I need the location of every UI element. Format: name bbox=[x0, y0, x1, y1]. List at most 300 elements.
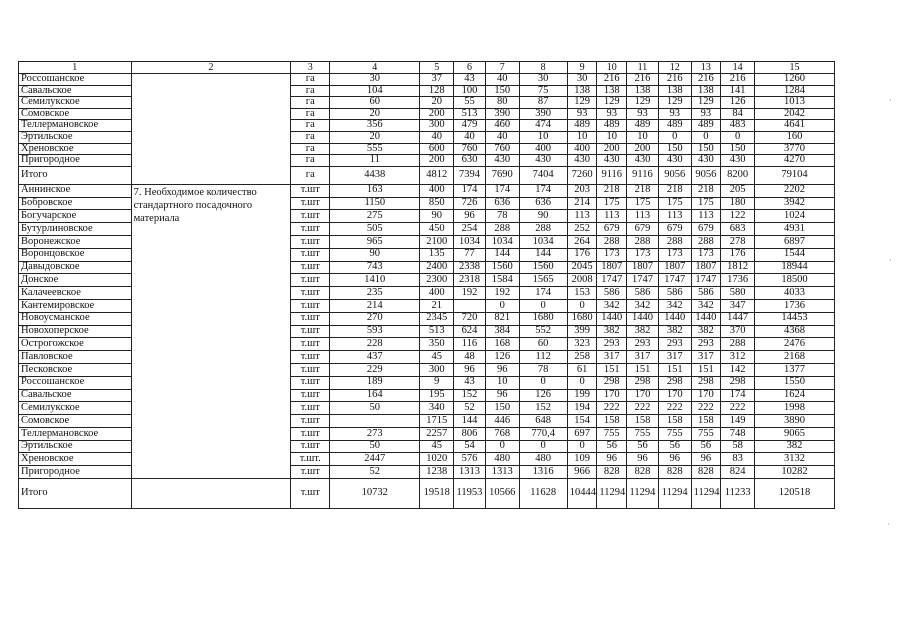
value-cell: 45 bbox=[420, 440, 454, 453]
value-cell: 158 bbox=[691, 415, 721, 428]
value-cell: 760 bbox=[485, 143, 519, 155]
value-cell: 293 bbox=[627, 338, 659, 351]
header-cell: 14 bbox=[721, 62, 755, 74]
value-cell: 200 bbox=[597, 143, 627, 155]
value-cell: 513 bbox=[420, 325, 454, 338]
value-cell: 222 bbox=[627, 402, 659, 415]
value-cell: 170 bbox=[597, 389, 627, 402]
value-cell: 2008 bbox=[567, 274, 597, 287]
value-cell: 96 bbox=[627, 453, 659, 466]
value-cell: 1624 bbox=[755, 389, 835, 402]
value-cell: 56 bbox=[627, 440, 659, 453]
value-cell: 20 bbox=[330, 131, 420, 143]
value-cell: 1560 bbox=[485, 261, 519, 274]
value-cell: 93 bbox=[597, 108, 627, 120]
value-cell: 9065 bbox=[755, 427, 835, 440]
value-cell bbox=[330, 415, 420, 428]
unit-cell: га bbox=[291, 155, 330, 167]
value-cell: 173 bbox=[627, 248, 659, 261]
value-cell: 18944 bbox=[755, 261, 835, 274]
unit-cell: га bbox=[291, 120, 330, 132]
value-cell: 483 bbox=[721, 120, 755, 132]
value-cell: 254 bbox=[454, 223, 486, 236]
value-cell: 1313 bbox=[485, 466, 519, 479]
value-cell: 174 bbox=[519, 184, 567, 197]
value-cell: 216 bbox=[658, 74, 691, 86]
value-cell: 43 bbox=[454, 376, 486, 389]
value-cell: 152 bbox=[519, 402, 567, 415]
value-cell: 624 bbox=[454, 325, 486, 338]
unit-cell: т.шт bbox=[291, 338, 330, 351]
value-cell: 113 bbox=[597, 210, 627, 223]
value-cell: 430 bbox=[567, 155, 597, 167]
value-cell: 697 bbox=[567, 427, 597, 440]
value-cell: 56 bbox=[691, 440, 721, 453]
value-cell: 7690 bbox=[485, 166, 519, 184]
value-cell: 2045 bbox=[567, 261, 597, 274]
region-name: Савальское bbox=[19, 389, 132, 402]
value-cell: 1284 bbox=[755, 85, 835, 97]
value-cell: 288 bbox=[627, 235, 659, 248]
value-cell: 37 bbox=[420, 74, 454, 86]
value-cell: 356 bbox=[330, 120, 420, 132]
value-cell: 298 bbox=[721, 376, 755, 389]
region-name: Новоусманское bbox=[19, 312, 132, 325]
value-cell: 174 bbox=[454, 184, 486, 197]
unit-cell: т.шт bbox=[291, 479, 330, 509]
value-cell: 430 bbox=[658, 155, 691, 167]
header-cell: 8 bbox=[519, 62, 567, 74]
value-cell: 58 bbox=[721, 440, 755, 453]
value-cell: 21 bbox=[420, 299, 454, 312]
value-cell: 173 bbox=[597, 248, 627, 261]
header-cell: 12 bbox=[658, 62, 691, 74]
unit-cell: т.шт bbox=[291, 210, 330, 223]
region-name: Теллермановское bbox=[19, 427, 132, 440]
unit-cell: га bbox=[291, 85, 330, 97]
value-cell: 965 bbox=[330, 235, 420, 248]
value-cell: 11953 bbox=[454, 479, 486, 509]
value-cell: 112 bbox=[519, 351, 567, 364]
value-cell: 2168 bbox=[755, 351, 835, 364]
total-row bbox=[19, 479, 835, 509]
value-cell: 216 bbox=[597, 74, 627, 86]
value-cell: 1680 bbox=[519, 312, 567, 325]
value-cell: 113 bbox=[567, 210, 597, 223]
value-cell: 10282 bbox=[755, 466, 835, 479]
value-cell: 400 bbox=[420, 287, 454, 300]
value-cell: 164 bbox=[330, 389, 420, 402]
region-name: Пригородное bbox=[19, 155, 132, 167]
value-cell: 1313 bbox=[454, 466, 486, 479]
value-cell: 1013 bbox=[755, 97, 835, 109]
value-cell: 113 bbox=[627, 210, 659, 223]
value-cell: 340 bbox=[420, 402, 454, 415]
value-cell: 312 bbox=[721, 351, 755, 364]
value-cell: 7394 bbox=[454, 166, 486, 184]
region-name: Эртильское bbox=[19, 131, 132, 143]
value-cell: 679 bbox=[627, 223, 659, 236]
value-cell: 30 bbox=[519, 74, 567, 86]
value-cell: 2447 bbox=[330, 453, 420, 466]
value-cell: 135 bbox=[420, 248, 454, 261]
value-cell: 175 bbox=[627, 197, 659, 210]
value-cell: 195 bbox=[420, 389, 454, 402]
value-cell: 129 bbox=[691, 97, 721, 109]
value-cell: 180 bbox=[721, 197, 755, 210]
value-cell: 317 bbox=[597, 351, 627, 364]
value-cell: 1316 bbox=[519, 466, 567, 479]
value-cell: 83 bbox=[721, 453, 755, 466]
value-cell: 160 bbox=[755, 131, 835, 143]
value-cell: 288 bbox=[691, 235, 721, 248]
header-cell: 4 bbox=[330, 62, 420, 74]
region-name: Донское bbox=[19, 274, 132, 287]
value-cell: 30 bbox=[567, 74, 597, 86]
value-cell: 479 bbox=[454, 120, 486, 132]
value-cell: 1736 bbox=[721, 274, 755, 287]
value-cell: 61 bbox=[567, 363, 597, 376]
value-cell: 100 bbox=[454, 85, 486, 97]
value-cell: 1807 bbox=[691, 261, 721, 274]
value-cell: 270 bbox=[330, 312, 420, 325]
value-cell: 54 bbox=[454, 440, 486, 453]
value-cell: 11294 bbox=[597, 479, 627, 509]
value-cell: 218 bbox=[658, 184, 691, 197]
value-cell: 9 bbox=[420, 376, 454, 389]
value-cell: 586 bbox=[627, 287, 659, 300]
value-cell: 1410 bbox=[330, 274, 420, 287]
value-cell: 0 bbox=[721, 131, 755, 143]
value-cell: 1565 bbox=[519, 274, 567, 287]
value-cell: 382 bbox=[597, 325, 627, 338]
value-cell: 11233 bbox=[721, 479, 755, 509]
value-cell: 78 bbox=[519, 363, 567, 376]
value-cell: 342 bbox=[691, 299, 721, 312]
value-cell: 189 bbox=[330, 376, 420, 389]
region-name: Песковское bbox=[19, 363, 132, 376]
value-cell: 755 bbox=[597, 427, 627, 440]
region-name: Эртильское bbox=[19, 440, 132, 453]
value-cell: 460 bbox=[485, 120, 519, 132]
header-cell: 7 bbox=[485, 62, 519, 74]
region-name: Итого bbox=[19, 166, 132, 184]
value-cell: 298 bbox=[597, 376, 627, 389]
value-cell: 158 bbox=[627, 415, 659, 428]
unit-cell: т.шт bbox=[291, 197, 330, 210]
value-cell: 18500 bbox=[755, 274, 835, 287]
value-cell: 1747 bbox=[691, 274, 721, 287]
unit-cell: т.шт bbox=[291, 248, 330, 261]
region-name: Воронежское bbox=[19, 235, 132, 248]
unit-cell: т.шт bbox=[291, 402, 330, 415]
unit-cell: т.шт bbox=[291, 415, 330, 428]
value-cell: 122 bbox=[721, 210, 755, 223]
value-cell: 192 bbox=[454, 287, 486, 300]
value-cell: 552 bbox=[519, 325, 567, 338]
value-cell: 288 bbox=[658, 235, 691, 248]
value-cell: 48 bbox=[454, 351, 486, 364]
value-cell: 489 bbox=[627, 120, 659, 132]
value-cell: 430 bbox=[691, 155, 721, 167]
value-cell: 10 bbox=[597, 131, 627, 143]
value-cell: 252 bbox=[567, 223, 597, 236]
value-cell: 400 bbox=[567, 143, 597, 155]
value-cell: 489 bbox=[658, 120, 691, 132]
unit-cell: га bbox=[291, 74, 330, 86]
unit-cell: т.шт bbox=[291, 363, 330, 376]
region-name: Бобровское bbox=[19, 197, 132, 210]
value-cell: 4270 bbox=[755, 155, 835, 167]
unit-cell: га bbox=[291, 108, 330, 120]
value-cell: 0 bbox=[691, 131, 721, 143]
value-cell: 1715 bbox=[420, 415, 454, 428]
value-cell: 174 bbox=[519, 287, 567, 300]
value-cell: 10444 bbox=[567, 479, 597, 509]
value-cell: 1150 bbox=[330, 197, 420, 210]
unit-cell: га bbox=[291, 143, 330, 155]
unit-cell: т.шт bbox=[291, 235, 330, 248]
value-cell: 350 bbox=[420, 338, 454, 351]
value-cell: 90 bbox=[330, 248, 420, 261]
value-cell: 96 bbox=[658, 453, 691, 466]
value-cell: 141 bbox=[721, 85, 755, 97]
value-cell: 382 bbox=[755, 440, 835, 453]
value-cell: 720 bbox=[454, 312, 486, 325]
value-cell: 126 bbox=[721, 97, 755, 109]
margin-dot: · bbox=[889, 96, 892, 106]
value-cell: 317 bbox=[627, 351, 659, 364]
value-cell: 430 bbox=[627, 155, 659, 167]
value-cell: 3942 bbox=[755, 197, 835, 210]
value-cell: 390 bbox=[485, 108, 519, 120]
unit-cell: га bbox=[291, 166, 330, 184]
value-cell: 636 bbox=[485, 197, 519, 210]
header-cell: 13 bbox=[691, 62, 721, 74]
value-cell: 235 bbox=[330, 287, 420, 300]
value-cell: 144 bbox=[454, 415, 486, 428]
value-cell: 1747 bbox=[627, 274, 659, 287]
value-cell: 90 bbox=[519, 210, 567, 223]
unit-cell: т.шт bbox=[291, 184, 330, 197]
value-cell: 104 bbox=[330, 85, 420, 97]
region-name: Аннинское bbox=[19, 184, 132, 197]
value-cell: 113 bbox=[658, 210, 691, 223]
value-cell: 113 bbox=[691, 210, 721, 223]
value-cell: 298 bbox=[691, 376, 721, 389]
value-cell: 168 bbox=[485, 338, 519, 351]
value-cell: 9056 bbox=[691, 166, 721, 184]
value-cell: 679 bbox=[597, 223, 627, 236]
value-cell: 275 bbox=[330, 210, 420, 223]
region-name: Савальское bbox=[19, 85, 132, 97]
value-cell: 850 bbox=[420, 197, 454, 210]
value-cell: 120518 bbox=[755, 479, 835, 509]
value-cell: 1440 bbox=[597, 312, 627, 325]
value-cell: 128 bbox=[420, 85, 454, 97]
value-cell: 828 bbox=[658, 466, 691, 479]
value-cell: 1440 bbox=[691, 312, 721, 325]
value-cell: 93 bbox=[691, 108, 721, 120]
value-cell: 150 bbox=[658, 143, 691, 155]
unit-cell: т.шт bbox=[291, 466, 330, 479]
value-cell: 1447 bbox=[721, 312, 755, 325]
value-cell: 218 bbox=[597, 184, 627, 197]
region-name: Хреновское bbox=[19, 143, 132, 155]
value-cell: 151 bbox=[658, 363, 691, 376]
value-cell: 60 bbox=[330, 97, 420, 109]
region-name: Россошанское bbox=[19, 376, 132, 389]
header-cell: 2 bbox=[131, 62, 291, 74]
region-name: Пригородное bbox=[19, 466, 132, 479]
value-cell: 679 bbox=[658, 223, 691, 236]
value-cell: 1024 bbox=[755, 210, 835, 223]
value-cell: 0 bbox=[519, 376, 567, 389]
value-cell: 390 bbox=[519, 108, 567, 120]
value-cell: 0 bbox=[658, 131, 691, 143]
value-cell: 2400 bbox=[420, 261, 454, 274]
unit-cell: т.шт bbox=[291, 427, 330, 440]
value-cell: 151 bbox=[627, 363, 659, 376]
value-cell: 489 bbox=[691, 120, 721, 132]
value-cell: 298 bbox=[627, 376, 659, 389]
value-cell: 0 bbox=[519, 440, 567, 453]
value-cell: 7260 bbox=[567, 166, 597, 184]
region-name: Семилукское bbox=[19, 97, 132, 109]
value-cell: 382 bbox=[691, 325, 721, 338]
value-cell: 50 bbox=[330, 402, 420, 415]
value-cell: 0 bbox=[485, 440, 519, 453]
unit-cell: т.шт bbox=[291, 274, 330, 287]
value-cell: 683 bbox=[721, 223, 755, 236]
description-cell-empty bbox=[131, 74, 291, 185]
value-cell: 3132 bbox=[755, 453, 835, 466]
value-cell: 144 bbox=[519, 248, 567, 261]
value-cell: 75 bbox=[519, 85, 567, 97]
value-cell: 399 bbox=[567, 325, 597, 338]
value-cell: 370 bbox=[721, 325, 755, 338]
value-cell: 1034 bbox=[519, 235, 567, 248]
value-cell: 11294 bbox=[627, 479, 659, 509]
value-cell: 40 bbox=[485, 131, 519, 143]
value-cell: 96 bbox=[454, 210, 486, 223]
value-cell: 4033 bbox=[755, 287, 835, 300]
value-cell: 4641 bbox=[755, 120, 835, 132]
value-cell: 430 bbox=[597, 155, 627, 167]
value-cell: 203 bbox=[567, 184, 597, 197]
value-cell: 170 bbox=[658, 389, 691, 402]
value-cell: 205 bbox=[721, 184, 755, 197]
value-cell: 293 bbox=[597, 338, 627, 351]
value-cell: 384 bbox=[485, 325, 519, 338]
value-cell: 192 bbox=[485, 287, 519, 300]
value-cell: 150 bbox=[485, 85, 519, 97]
value-cell: 586 bbox=[597, 287, 627, 300]
value-cell: 2318 bbox=[454, 274, 486, 287]
table-row bbox=[19, 184, 835, 197]
value-cell: 273 bbox=[330, 427, 420, 440]
value-cell: 56 bbox=[597, 440, 627, 453]
value-cell: 10566 bbox=[485, 479, 519, 509]
header-cell: 6 bbox=[454, 62, 486, 74]
header-cell: 9 bbox=[567, 62, 597, 74]
value-cell: 96 bbox=[454, 363, 486, 376]
value-cell: 11294 bbox=[691, 479, 721, 509]
value-cell: 93 bbox=[627, 108, 659, 120]
value-cell: 60 bbox=[519, 338, 567, 351]
value-cell: 1377 bbox=[755, 363, 835, 376]
region-name: Бутурлиновское bbox=[19, 223, 132, 236]
value-cell: 149 bbox=[721, 415, 755, 428]
value-cell: 828 bbox=[691, 466, 721, 479]
header-cell: 1 bbox=[19, 62, 132, 74]
value-cell: 84 bbox=[721, 108, 755, 120]
region-name: Кантемировское bbox=[19, 299, 132, 312]
value-cell: 222 bbox=[721, 402, 755, 415]
value-cell: 288 bbox=[721, 338, 755, 351]
value-cell: 1747 bbox=[597, 274, 627, 287]
value-cell: 151 bbox=[597, 363, 627, 376]
value-cell: 748 bbox=[721, 427, 755, 440]
value-cell: 175 bbox=[597, 197, 627, 210]
unit-cell: т.шт bbox=[291, 351, 330, 364]
value-cell: 400 bbox=[420, 184, 454, 197]
value-cell: 1544 bbox=[755, 248, 835, 261]
value-cell: 4931 bbox=[755, 223, 835, 236]
value-cell: 158 bbox=[658, 415, 691, 428]
value-cell: 755 bbox=[658, 427, 691, 440]
value-cell: 200 bbox=[420, 108, 454, 120]
unit-cell: т.шт bbox=[291, 261, 330, 274]
value-cell: 9116 bbox=[597, 166, 627, 184]
value-cell: 9056 bbox=[658, 166, 691, 184]
value-cell: 52 bbox=[330, 466, 420, 479]
value-cell: 30 bbox=[330, 74, 420, 86]
value-cell: 96 bbox=[597, 453, 627, 466]
value-cell: 382 bbox=[627, 325, 659, 338]
region-name: Богучарское bbox=[19, 210, 132, 223]
value-cell: 2338 bbox=[454, 261, 486, 274]
region-name: Итого bbox=[19, 479, 132, 509]
value-cell: 342 bbox=[658, 299, 691, 312]
value-cell: 40 bbox=[454, 131, 486, 143]
region-name: Воронцовское bbox=[19, 248, 132, 261]
value-cell: 50 bbox=[330, 440, 420, 453]
value-cell: 342 bbox=[627, 299, 659, 312]
value-cell: 78 bbox=[485, 210, 519, 223]
value-cell: 154 bbox=[567, 415, 597, 428]
value-cell: 576 bbox=[454, 453, 486, 466]
value-cell: 138 bbox=[627, 85, 659, 97]
value-cell: 222 bbox=[597, 402, 627, 415]
value-cell: 400 bbox=[519, 143, 567, 155]
value-cell: 1736 bbox=[755, 299, 835, 312]
value-cell: 96 bbox=[485, 389, 519, 402]
value-cell: 2300 bbox=[420, 274, 454, 287]
value-cell: 300 bbox=[420, 363, 454, 376]
unit-cell: т.шт bbox=[291, 223, 330, 236]
value-cell: 437 bbox=[330, 351, 420, 364]
value-cell: 228 bbox=[330, 338, 420, 351]
value-cell: 142 bbox=[721, 363, 755, 376]
value-cell: 194 bbox=[567, 402, 597, 415]
value-cell: 10 bbox=[519, 131, 567, 143]
header-cell: 10 bbox=[597, 62, 627, 74]
value-cell: 586 bbox=[658, 287, 691, 300]
value-cell: 828 bbox=[597, 466, 627, 479]
value-cell: 480 bbox=[485, 453, 519, 466]
value-cell: 14453 bbox=[755, 312, 835, 325]
